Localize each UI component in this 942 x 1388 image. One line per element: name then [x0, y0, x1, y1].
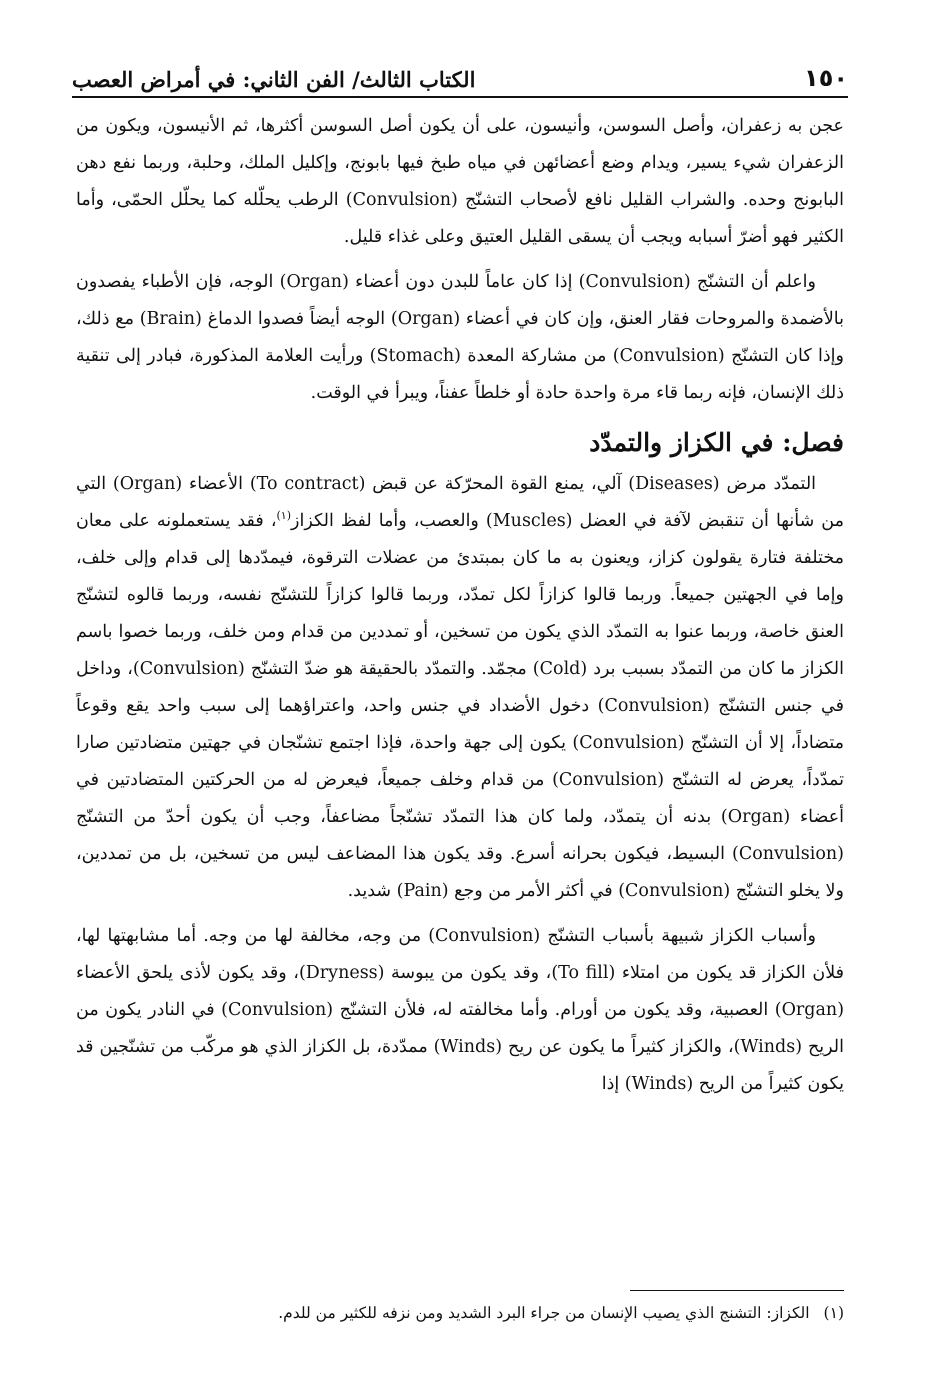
footnote-text: الكزاز: التشنج الذي يصيب الإنسان من جراء البرد الشديد ومن نزفه للكثير من للدم. — [278, 1304, 810, 1322]
footnote-rule — [630, 1290, 844, 1291]
page-body — [76, 108, 844, 1111]
section-paragraph-1 — [76, 466, 844, 910]
running-title: الكتاب الثالث/ الفن الثاني: في أمراض العصب — [72, 67, 476, 92]
section-heading: فصل: في الكزاز والتمدّد — [589, 428, 844, 457]
page-number: ١٥٠ — [804, 64, 848, 92]
footnote — [76, 1300, 844, 1326]
header-rule — [72, 96, 848, 98]
footnote-reference: (١) — [276, 509, 291, 523]
paragraph-2: واعلم أن التشنّج (Convulsion) إذا كان عاماً للبدن دون أعضاء (Organ) الوجه، فإن الأطباء يفصدون بالأضمدة والمروحات فقار العنق، وإن كان في أعضاء (Organ) الوجه أيضاً فصدوا الدماغ (Brain) مع ذلك، وإذا كان التشنّج (Convulsion) من مشاركة المعدة (Stomach) ورأيت العلامة المذكورة، فبادر إلى تنقية ذلك الإنسان، فإنه ربما قاء مرة واحدة حادة أو خلطاً عفناً، ويبرأ في الوقت. — [76, 272, 844, 403]
section-paragraph-1-part-b: ، فقد يستعملونه على معان مختلفة فتارة يقولون كزاز، ويعنون به ما كان بمبتدئ من عضلات الترقوة، فيمدّدها إلى قدام وإلى خلف، وإما في الجهتين جميعاً. وربما قالوا كزازاً لكل تمدّد، وربما قالوا كزازاً للتشنّج نفسه، وربما قالوه لتشنّج العنق خاصة، وربما عنوا به التمدّد الذي يكون من تسخين، أو تمددين من قدام ومن خلف، وربما خصوا باسم الكزاز ما كان من التمدّد بسبب برد (Cold) مجمّد. والتمدّد بالحقيقة هو ضدّ التشنّج (Convulsion)، وداخل في جنس التشنّج (Convulsion) دخول الأضداد في جنس واحد، واعتراؤهما إلى سبب واحد يقع وقوعاً متضاداً، إلا أن التشنّج (Convulsion) يكون إلى جهة واحدة، فإذا اجتمع تشنّجان في جهتين متضادتين صارا تمدّداً، يعرض له التشنّج (Convulsion) من قدام وخلف جميعاً، فيعرض له من الحركتين المتضادتين في أعضاء (Organ) بدنه أن يتمدّد، ولما كان هذا التمدّد تشنّجاً مضاعفاً، وجب أن يكون أحدّ من التشنّج (Convulsion) البسيط، فيكون بحرانه أسرع. وقد يكون هذا المضاعف ليس من تسخين، بل من تمددين، ولا يخلو التشنّج (Convulsion) في أكثر الأمر من وجع (Pain) شديد. — [76, 511, 845, 901]
page-header — [72, 52, 848, 92]
footnote-number: (١) — [823, 1304, 844, 1322]
section-paragraph-2: وأسباب الكزاز شبيهة بأسباب التشنّج (Convulsion) من وجه، مخالفة لها من وجه. أما مشابهتها لها، فلأن الكزاز قد يكون من امتلاء (To fill)، وقد يكون من يبوسة (Dryness)، وقد يكون لأذى يلحق الأعضاء (Organ) العصبية، وقد يكون من أورام. وأما مخالفته له، فلأن التشنّج (Convulsion) في النادر يكون من الريح (Winds)، والكزاز كثيراً ما يكون عن ريح (Winds) ممدّدة، بل الكزاز الذي هو مركّب من تشنّجين قد يكون كثيراً من الريح (Winds) إذا — [76, 926, 845, 1094]
section-paragraph-1-part-a: التمدّد مرض (Diseases) آلي، يمنع القوة المحرّكة عن قبض (To contract) الأعضاء (Organ) التي من شأنها أن تنقبض لآفة في العضل (Muscles) والعصب، وأما لفظ الكزاز — [76, 474, 844, 531]
paragraph-1: عجن به زعفران، وأصل السوسن، وأنيسون، على أن يكون أصل السوسن أكثرها، ثم الأنيسون، ويكون من الزعفران شيء يسير، ويدام وضع أعضائهن في مياه طبخ فيها بابونج، وإكليل الملك، وحلبة، وربما نفع دهن البابونج وحده. والشراب القليل نافع لأصحاب التشنّج (Convulsion) الرطب يحلّله كما يحلّل الحمّى، وأما الكثير فهو أضرّ أسبابه ويجب أن يسقى القليل العتيق وعلى غذاء قليل. — [76, 116, 844, 247]
